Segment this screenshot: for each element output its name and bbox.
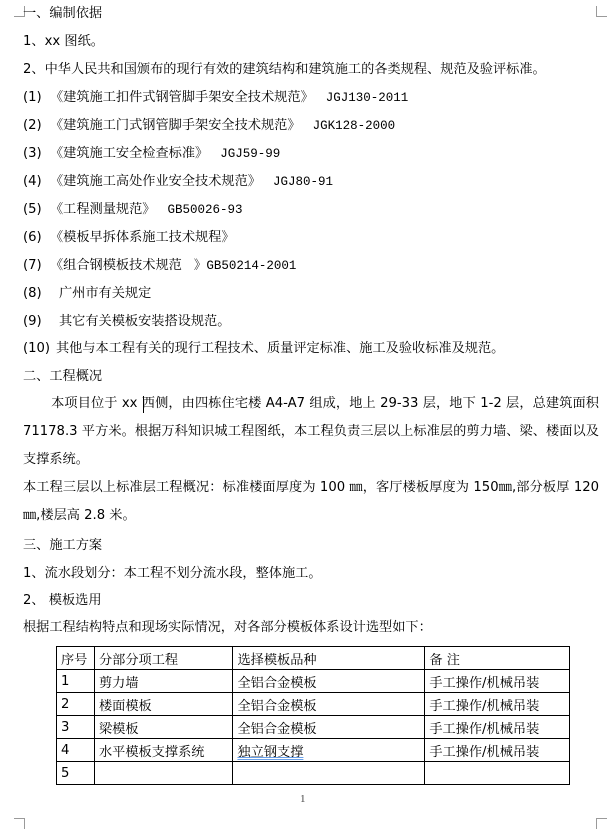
table-cell: 水平模板支撑系统 <box>94 739 233 762</box>
table-cell: 剪力墙 <box>94 670 233 693</box>
table-header-cell: 序号 <box>57 647 95 670</box>
table-cell <box>94 762 233 785</box>
table-cell: 3 <box>57 716 95 739</box>
standard-name: 其它有关模板安装搭设规范。 <box>59 314 231 329</box>
table-cell: 独立钢支撑 <box>233 739 425 762</box>
standard-item <box>23 230 235 246</box>
page-corner-mark <box>596 6 607 17</box>
standard-item <box>23 146 280 162</box>
standard-name: 《建筑施工门式钢管脚手架安全技术规范》 <box>50 118 301 133</box>
standard-name: 其他与本工程有关的现行工程技术、质量评定标准、施工及验收标准及规范。 <box>56 341 505 356</box>
standard-number: (4) <box>23 174 42 189</box>
standard-item <box>23 286 151 302</box>
plan-intro: 根据工程结构特点和现场实际情况，对各部分模板体系设计选型如下： <box>23 620 432 635</box>
table-row <box>57 693 570 716</box>
standard-name: 《建筑施工高处作业安全技术规范》 <box>50 174 261 189</box>
standard-number: (1) <box>23 90 42 105</box>
basis-item-1: 1、xx 图纸。 <box>23 34 104 49</box>
table-cell: 楼面模板 <box>94 693 233 716</box>
table-cell: 1 <box>57 670 95 693</box>
formwork-table <box>56 646 570 785</box>
standard-number: (10) <box>23 341 51 356</box>
standard-number: (5) <box>23 202 42 217</box>
table-row <box>57 716 570 739</box>
plan-item-2: 2、 模板选用 <box>23 593 102 608</box>
standard-code: JGJ59-99 <box>220 147 281 161</box>
section-heading-plan: 三、施工方案 <box>23 538 103 553</box>
table-row <box>57 762 570 785</box>
overview-paragraph-1 <box>23 390 599 474</box>
table-cell: 手工操作/机械吊装 <box>425 693 570 716</box>
standard-item <box>23 202 243 218</box>
table-row <box>57 670 570 693</box>
standard-code: 》GB50214-2001 <box>193 259 297 273</box>
standard-number: (2) <box>23 118 42 133</box>
standard-code: JGJ80-91 <box>273 175 334 189</box>
table-cell: 手工操作/机械吊装 <box>425 739 570 762</box>
standard-item <box>23 174 333 190</box>
table-header-cell: 备 注 <box>425 647 570 670</box>
section-heading-basis: 一、编制依据 <box>23 6 103 21</box>
standard-code: JGJ130-2011 <box>325 91 409 105</box>
table-cell: 全铝合金模板 <box>233 670 425 693</box>
standard-item <box>23 258 296 274</box>
standard-item <box>23 90 408 106</box>
table-cell: 5 <box>57 762 95 785</box>
table-cell: 2 <box>57 693 95 716</box>
page-number: 1 <box>300 793 306 805</box>
standard-item <box>23 314 230 330</box>
standard-name: 《组合钢模板技术规范 <box>50 258 182 273</box>
basis-item-2-text: 2、中华人民共和国颁布的现行有效的建筑结构和建筑施工的各类规程、规范及验评标准。 <box>23 62 546 77</box>
standard-name: 《建筑施工安全检查标准》 <box>50 146 209 161</box>
table-header-cell: 分部分项工程 <box>94 647 233 670</box>
table-cell: 4 <box>57 739 95 762</box>
table-cell: 手工操作/机械吊装 <box>425 670 570 693</box>
standard-number: (6) <box>23 230 42 245</box>
table-row <box>57 739 570 762</box>
standard-code: GB50026-93 <box>167 203 243 217</box>
basis-item-2 <box>23 62 546 78</box>
standard-name: 广州市有关规定 <box>59 286 152 301</box>
standard-number: (9) <box>23 314 42 329</box>
standard-item <box>23 118 395 134</box>
standard-number: (8) <box>23 286 42 301</box>
table-header-row <box>57 647 570 670</box>
standard-name: 《模板早拆体系施工技术规程》 <box>50 230 235 245</box>
page-corner-mark <box>596 818 607 829</box>
table-cell: 手工操作/机械吊装 <box>425 716 570 739</box>
table-cell: 梁模板 <box>94 716 233 739</box>
page-corner-mark <box>14 818 25 829</box>
section-heading-overview: 二、工程概况 <box>23 369 103 384</box>
standard-name: 《工程测量规范》 <box>50 202 156 217</box>
table-cell <box>425 762 570 785</box>
overview-paragraph-2: 本工程三层以上标准层工程概况：标准楼面厚度为 100 ㎜，客厅楼板厚度为 150㎜,部分板厚 120㎜,楼层高 2.8 米。 <box>23 480 599 523</box>
table-cell <box>233 762 425 785</box>
plan-item-1: 1、流水段划分：本工程不划分流水段，整体施工。 <box>23 566 322 581</box>
table-cell: 全铝合金模板 <box>233 693 425 716</box>
standard-name: 《建筑施工扣件式钢管脚手架安全技术规范》 <box>50 90 314 105</box>
overview-paragraph-1-text: 本项目位于 xx 西侧，由四栋住宅楼 A4-A7 组成，地上 29-33 层，地下 1-2 层，总建筑面积 71178.3 平方米。根据万科知识城工程图纸，本工程负责三层以上标准层的剪力墙、梁、楼面以及支撑系统。 <box>23 396 599 467</box>
standard-code: JGK128-2000 <box>312 119 396 133</box>
table-header-cell: 选择模板品种 <box>233 647 425 670</box>
standard-number: (3) <box>23 146 42 161</box>
standard-number: (7) <box>23 258 42 273</box>
table-cell: 全铝合金模板 <box>233 716 425 739</box>
standard-item <box>23 341 504 357</box>
